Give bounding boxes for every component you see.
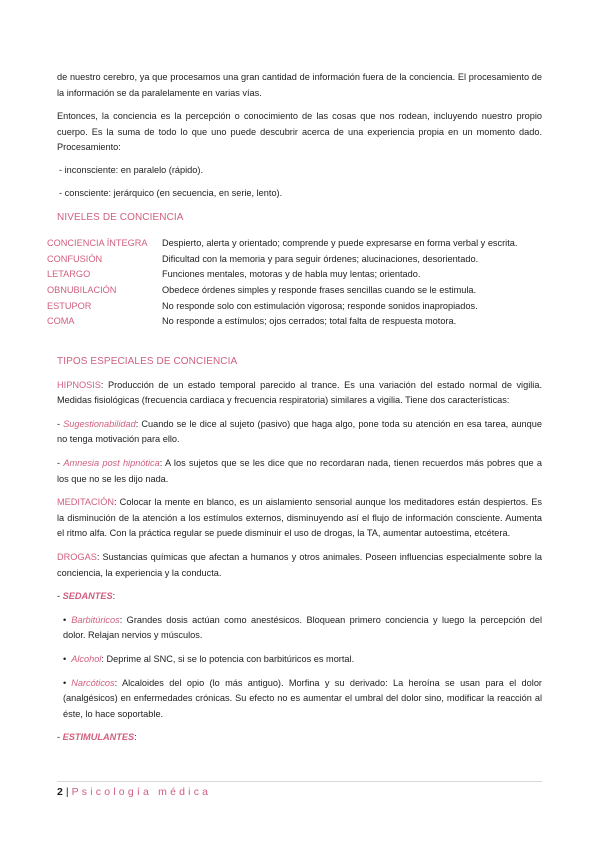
item-term: Alcohol xyxy=(71,653,102,664)
drogas-paragraph xyxy=(57,550,542,581)
level-description: Obedece órdenes simples y responde frases sencillas cuando se le estimula. xyxy=(162,285,477,296)
item-term: Barbitúricos xyxy=(71,614,120,625)
list-item: - inconsciente: en paralelo (rápido). xyxy=(59,164,204,175)
drogas-term: DROGAS xyxy=(57,551,97,562)
item-text: : Grandes dosis actúan como anestésicos. Bloquean primero conciencia y luego la percepción del dolor. Relajan nervios y músculos. xyxy=(63,614,542,641)
footer-title: Psicología médica xyxy=(71,786,212,798)
tipos-heading: TIPOS ESPECIALES DE CONCIENCIA xyxy=(57,356,238,367)
table-row xyxy=(47,283,567,299)
item-prefix: - xyxy=(57,591,63,602)
level-description: No responde solo con estimulación vigorosa; responde sonidos inapropiados. xyxy=(162,300,478,311)
level-name: LETARGO xyxy=(47,269,91,280)
list-item: - consciente: jerárquico (en secuencia, en serie, lento). xyxy=(59,187,283,198)
list-item xyxy=(57,417,542,448)
meditacion-text: : Colocar la mente en blanco, es un aislamiento sensorial aunque los meditadores están despiertos. Es la disminución de la atención a los estímulos externos, disminuyendo así el flujo de información consciente. Aumenta el ritmo alfa. Con la práctica regular se puede disminuir el uso de drogas, la TA, aumentar autoestima, etcétera. xyxy=(57,497,542,539)
drogas-text: : Sustancias químicas que afectan a humanos y otros animales. Poseen influencias especialmente sobre la conciencia, la experiencia y la conducta. xyxy=(57,551,542,578)
item-term: Amnesia post hipnótica xyxy=(63,457,160,468)
page-footer xyxy=(57,785,211,801)
table-row xyxy=(47,252,567,268)
level-name: OBNUBILACIÓN xyxy=(47,285,117,296)
item-suffix: : xyxy=(112,591,116,602)
item-text: : Deprime al SNC, si se lo potencia con barbitúricos es mortal. xyxy=(101,653,355,664)
sedantes-label xyxy=(57,589,542,605)
tipos-section xyxy=(57,354,542,746)
item-term: Sugestionabilidad xyxy=(63,418,136,429)
page-content xyxy=(57,70,542,226)
table-row xyxy=(47,267,567,283)
list-item xyxy=(57,652,542,668)
item-prefix: - xyxy=(57,457,64,468)
niveles-heading: NIVELES DE CONCIENCIA xyxy=(57,212,184,224)
table-row xyxy=(47,299,567,315)
page-number: 2 xyxy=(57,786,63,798)
level-name: COMA xyxy=(47,316,75,327)
item-text: : Alcaloides del opio (lo más antiguo). Morfina y su derivado: La heroína se usan para el dolor (analgésicos) en enfermedades crónicas. Su efecto no es aumentar el umbral del dolor sino, modificar la reacción al éste, lo hace soportable. xyxy=(63,677,542,719)
item-prefix: - xyxy=(57,732,63,743)
estimulantes-label xyxy=(57,730,542,746)
meditacion-paragraph xyxy=(57,495,542,542)
item-prefix: - xyxy=(57,418,64,429)
sedantes-term: SEDANTES xyxy=(62,591,113,602)
list-item xyxy=(57,613,542,644)
estimulantes-term: ESTIMULANTES xyxy=(62,732,135,743)
niveles-table xyxy=(47,236,567,330)
item-suffix: : xyxy=(134,732,137,743)
table-row xyxy=(47,314,567,330)
footer-separator: | xyxy=(65,786,69,798)
hipnosis-paragraph xyxy=(57,378,542,409)
table-row xyxy=(47,236,567,252)
level-name: ESTUPOR xyxy=(47,300,92,311)
level-name: CONCIENCIA ÍNTEGRA xyxy=(47,238,148,248)
item-text: : A los sujetos que se les dice que no recordaran nada, tienen recuerdos más pobres que a los que no se les dijo nada. xyxy=(57,457,542,484)
hipnosis-term: HIPNOSIS xyxy=(57,379,101,390)
level-description: Funciones mentales, motoras y de habla muy lentas; orientado. xyxy=(162,269,421,280)
meditacion-term: MEDITACIÓN xyxy=(57,497,114,508)
intro-paragraph-1: de nuestro cerebro, ya que procesamos una gran cantidad de información fuera de la conciencia. El procesamiento de la información se da paralelamente en varias vías. xyxy=(57,72,542,98)
intro-paragraph-2: Entonces, la conciencia es la percepción o conocimiento de las cosas que nos rodean, incluyendo nuestro propio cuerpo. Es la suma de todo lo que uno puede descubrir acerca de una experiencia propia en un momento dado. Procesamiento: xyxy=(57,111,542,153)
level-description: No responde a estímulos; ojos cerrados; total falta de respuesta motora. xyxy=(162,316,457,327)
hipnosis-text: : Producción de un estado temporal parecido al trance. Es una variación del estado normal de vigilia. Medidas fisiológicas (frecuencia cardiaca y frecuencia respiratoria) similares a vigilia. Tiene dos características: xyxy=(57,379,542,406)
item-term: Narcóticos xyxy=(71,677,115,688)
list-item xyxy=(57,676,542,723)
item-text: : Cuando se le dice al sujeto (pasivo) que haga algo, pone toda su atención en esa tarea, aunque no tenga motivación para ello. xyxy=(57,418,542,445)
level-description: Despierto, alerta y orientado; comprende y puede expresarse en forma verbal y escrita. xyxy=(162,238,518,248)
level-name: CONFUSIÓN xyxy=(47,253,103,264)
list-item xyxy=(57,456,542,487)
level-description: Dificultad con la memoria y para seguir órdenes; alucinaciones, desorientado. xyxy=(162,253,479,264)
footer-divider xyxy=(57,781,542,782)
